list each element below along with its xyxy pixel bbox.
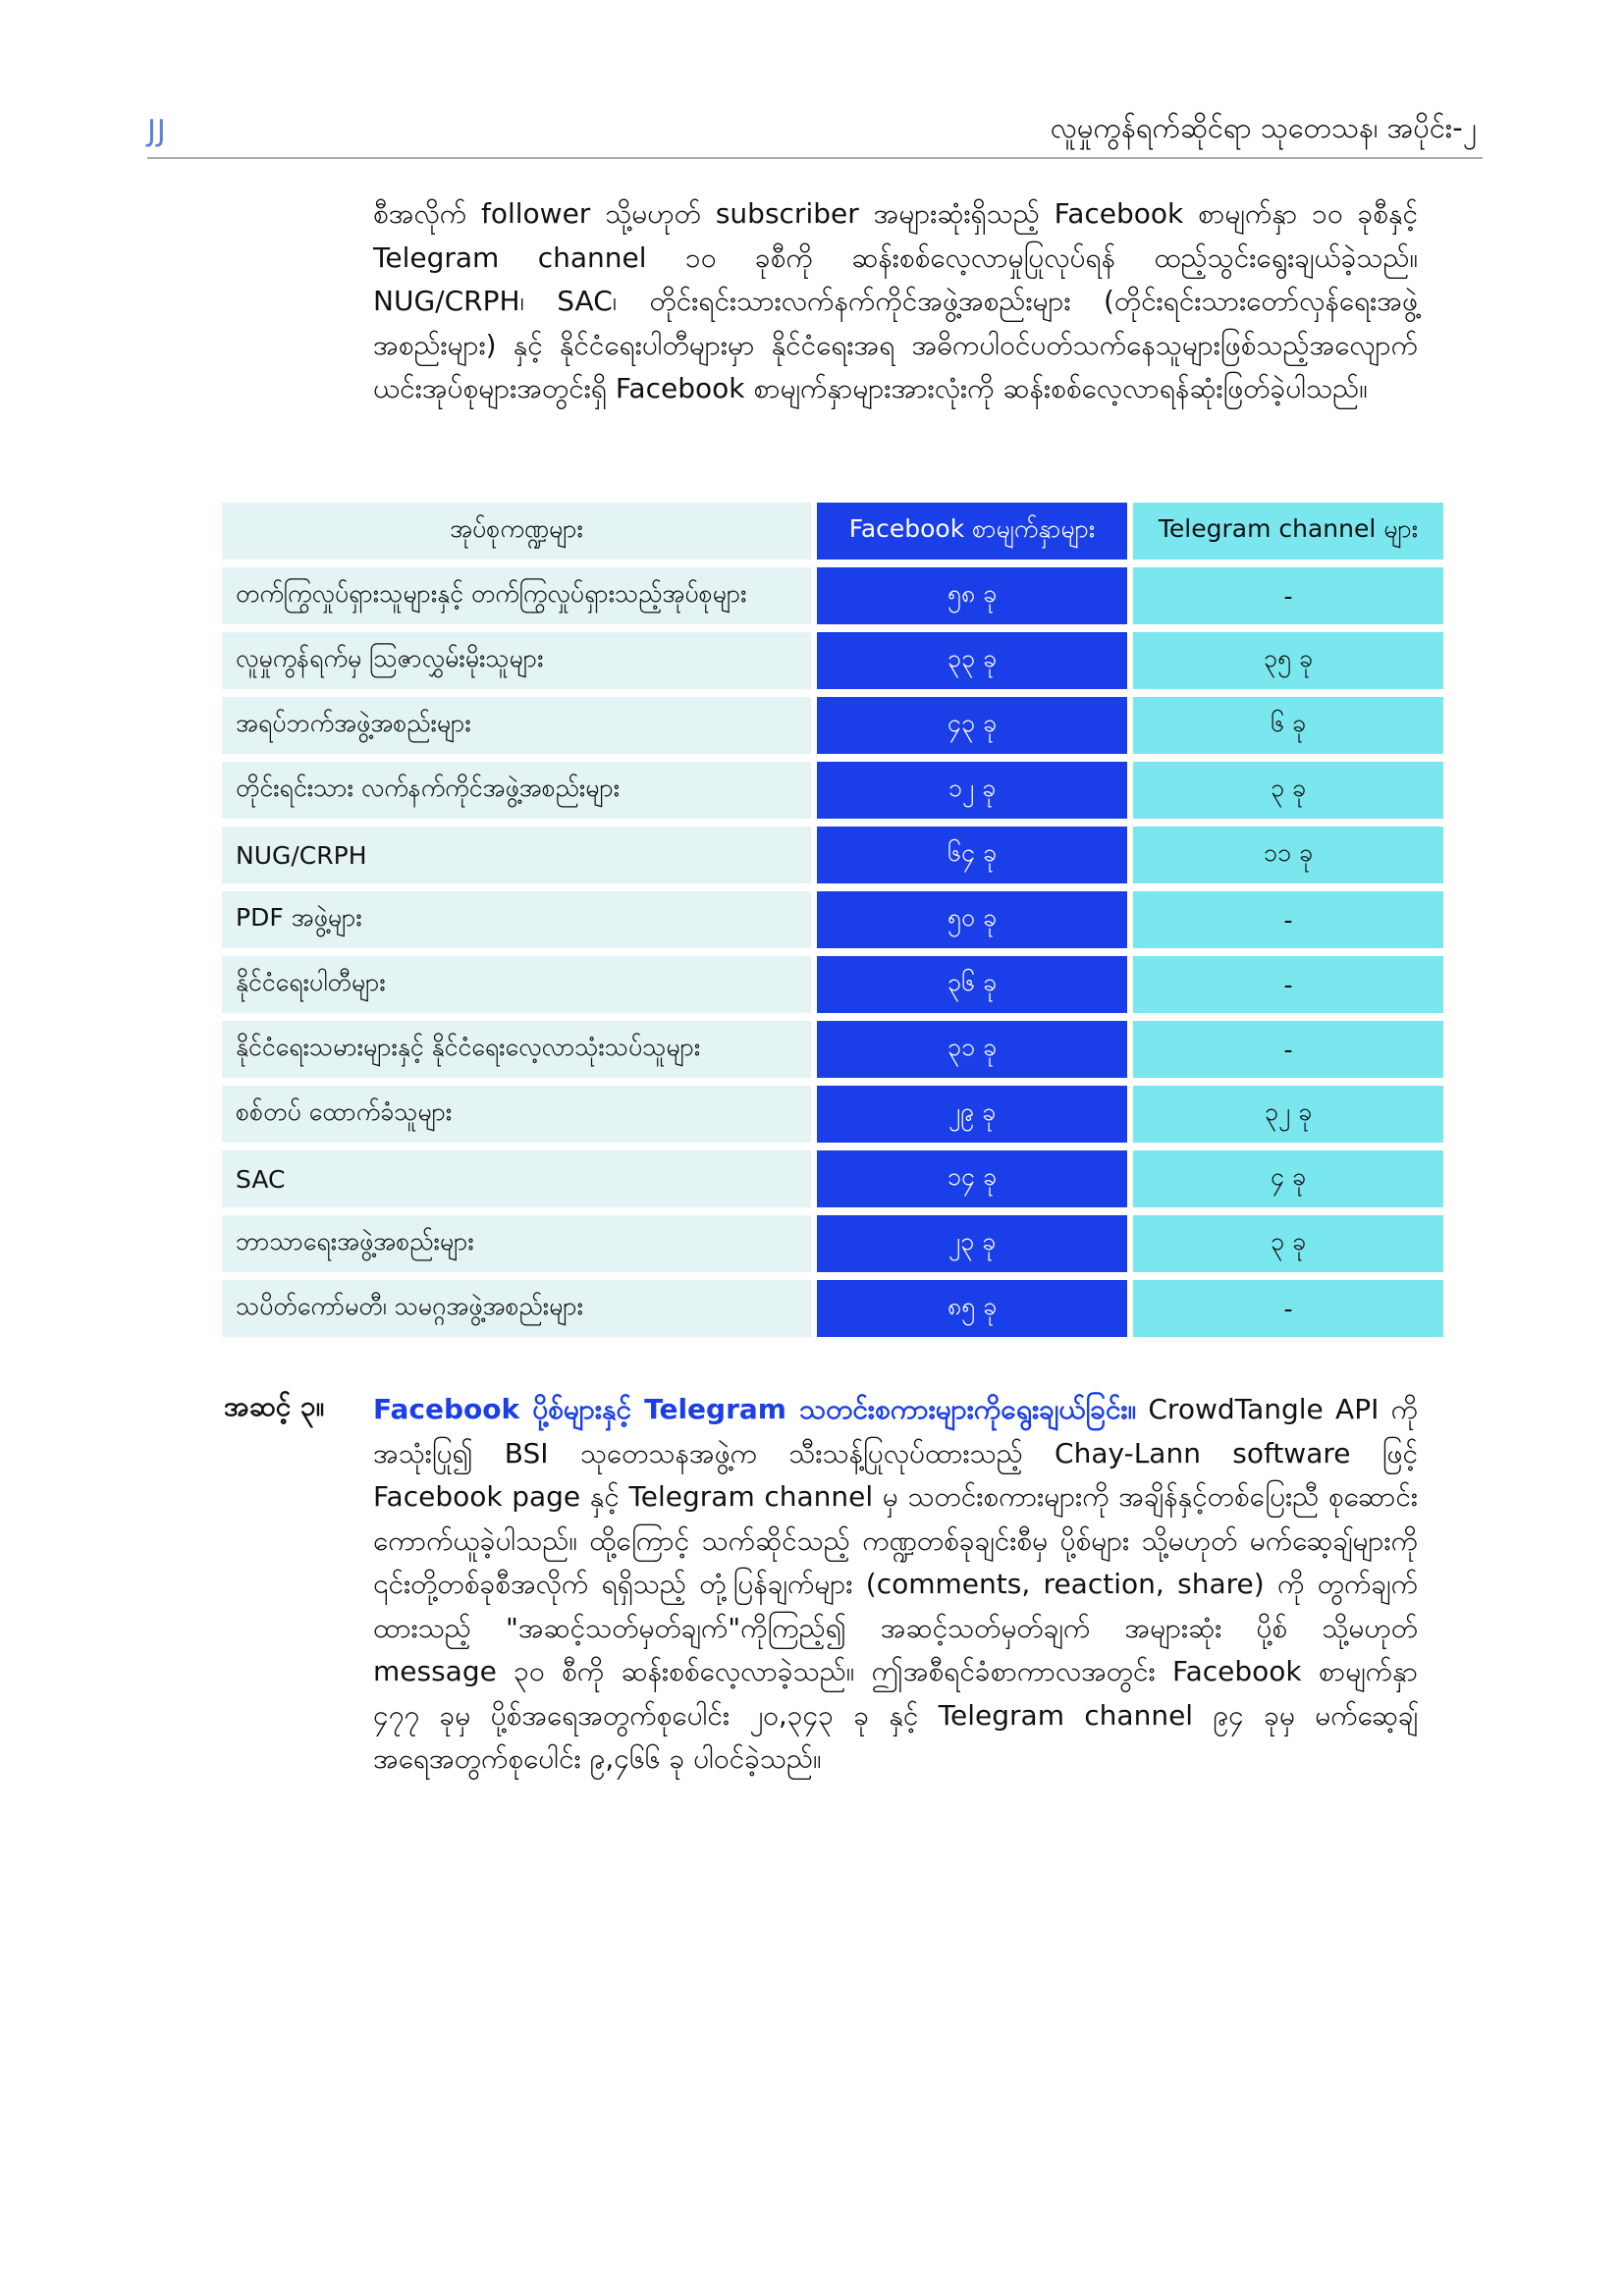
- table-row: [222, 1021, 1443, 1078]
- step-text: CrowdTangle API ကို အသုံးပြု၍ BSI သုတေသနအဖွဲ့က သီးသန့်ပြုလုပ်ထားသည့် Chay-Lann software ဖြင့် Facebook page နှင့် Telegram channel မှ သတင်းစကားများကို အချိန်နှင့်တစ်ပြေးညီ စုဆောင်းကောက်ယူခဲ့ပါသည်။ ထို့ကြောင့် သက်ဆိုင်သည့် ကဏ္ဍတစ်ခုချင်းစီမှ ပို့စ်များ သို့မဟုတ် မက်ဆေ့ချ်များကို ၎င်းတို့တစ်ခုစီအလိုက် ရရှိသည့် တုံ့ပြန်ချက်များ (comments, reaction, share) ကို တွက်ချက်ထားသည့် "အဆင့်သတ်မှတ်ချက်"ကိုကြည့်၍ အဆင့်သတ်မှတ်ချက် အများဆုံး ပို့စ် သို့မဟုတ် message ၃၀ စီကို ဆန်းစစ်လေ့လာခဲ့သည်။ ဤအစီရင်ခံစာကာလအတွင်း Facebook စာမျက်နှာ ၄၇၇ ခုမှ ပို့စ်အရေအတွက်စုပေါင်း ၂၀,၃၄၃ ခု နှင့် Telegram channel ၉၄ ခုမှ မက်ဆေ့ချ် အရေအတွက်စုပေါင်း ၉,၄၆၆ ခု ပါဝင်ခဲ့သည်။: [373, 1393, 1418, 1775]
- table-row: [222, 632, 1443, 689]
- table-row: [222, 1215, 1443, 1272]
- header-category: အုပ်စုကဏ္ဍများ: [222, 503, 811, 560]
- row-facebook-cell: ၄၃ ခု: [817, 697, 1127, 754]
- row-category-cell: တက်ကြွလှုပ်ရှားသူများနှင့် တက်ကြွလှုပ်ရှားသည့်အုပ်စုများ: [222, 567, 811, 624]
- table-row: [222, 1150, 1443, 1207]
- row-telegram-cell: ၃ ခု: [1133, 762, 1443, 819]
- table-body: [222, 567, 1443, 1337]
- row-facebook-cell: ၃၃ ခု: [817, 632, 1127, 689]
- table-row: [222, 827, 1443, 883]
- table-row: [222, 956, 1443, 1013]
- row-category-cell: နိုင်ငံရေးပါတီများ: [222, 956, 811, 1013]
- step-label: အဆင့် ၃။: [224, 1390, 325, 1422]
- row-telegram-cell: ၃၂ ခု: [1133, 1086, 1443, 1143]
- row-facebook-cell: ၂၃ ခု: [817, 1215, 1127, 1272]
- header-facebook: Facebook စာမျက်နှာများ: [817, 503, 1127, 560]
- row-category-cell: PDF အဖွဲ့များ: [222, 891, 811, 948]
- page-number: JJ: [147, 114, 167, 148]
- running-header: လူမှုကွန်ရက်ဆိုင်ရာ သုတေသန၊ အပိုင်း-၂: [1050, 111, 1477, 144]
- row-category-cell: စစ်တပ် ထောက်ခံသူများ: [222, 1086, 811, 1143]
- row-facebook-cell: ၃၆ ခု: [817, 956, 1127, 1013]
- table-row: [222, 762, 1443, 819]
- row-telegram-cell: -: [1133, 567, 1443, 624]
- row-category-cell: နိုင်ငံရေးသမားများနှင့် နိုင်ငံရေးလေ့လာသုံးသပ်သူများ: [222, 1021, 811, 1078]
- row-telegram-cell: ၁၁ ခု: [1133, 827, 1443, 883]
- table-row: [222, 1280, 1443, 1337]
- header-rule: [147, 157, 1483, 159]
- row-facebook-cell: ၅၀ ခု: [817, 891, 1127, 948]
- table-row: [222, 697, 1443, 754]
- step-title: Facebook ပို့စ်များနှင့် Telegram သတင်းစကားများကိုရွေးချယ်ခြင်း။: [373, 1393, 1137, 1425]
- row-category-cell: တိုင်းရင်းသား လက်နက်ကိုင်အဖွဲ့အစည်းများ: [222, 762, 811, 819]
- table-row: [222, 891, 1443, 948]
- row-telegram-cell: ၃ ခု: [1133, 1215, 1443, 1272]
- row-facebook-cell: ၅၈ ခု: [817, 567, 1127, 624]
- row-telegram-cell: -: [1133, 956, 1443, 1013]
- row-telegram-cell: -: [1133, 1280, 1443, 1337]
- intro-paragraph: စီအလိုက် follower သို့မဟုတ် subscriber အများဆုံးရှိသည့် Facebook စာမျက်နှာ ၁၀ ခုစီနှင့် Telegram channel ၁၀ ခုစီကို ဆန်းစစ်လေ့လာမှုပြုလုပ်ရန် ထည့်သွင်းရွေးချယ်ခဲ့သည်။ NUG/CRPH၊ SAC၊ တိုင်းရင်းသားလက်နက်ကိုင်အဖွဲ့အစည်းများ (တိုင်းရင်းသားတော်လှန်ရေးအဖွဲ့အစည်းများ) နှင့် နိုင်ငံရေးပါတီများမှာ နိုင်ငံရေးအရ အဓိကပါဝင်ပတ်သက်နေသူများဖြစ်သည့်အလျောက် ယင်းအုပ်စုများအတွင်းရှိ Facebook စာမျက်နှာများအားလုံးကို ဆန်းစစ်လေ့လာရန်ဆုံးဖြတ်ခဲ့ပါသည်။: [373, 197, 1418, 404]
- row-telegram-cell: ၃၅ ခု: [1133, 632, 1443, 689]
- row-telegram-cell: ၆ ခု: [1133, 697, 1443, 754]
- row-category-cell: သပိတ်ကော်မတီ၊ သမဂ္ဂအဖွဲ့အစည်းများ: [222, 1280, 811, 1337]
- row-facebook-cell: ၆၄ ခု: [817, 827, 1127, 883]
- row-category-cell: အရပ်ဘက်အဖွဲ့အစည်းများ: [222, 697, 811, 754]
- row-telegram-cell: -: [1133, 891, 1443, 948]
- row-facebook-cell: ၁၂ ခု: [817, 762, 1127, 819]
- row-facebook-cell: ၂၉ ခု: [817, 1086, 1127, 1143]
- row-telegram-cell: -: [1133, 1021, 1443, 1078]
- table-row: [222, 1086, 1443, 1143]
- row-category-cell: ဘာသာရေးအဖွဲ့အစည်းများ: [222, 1215, 811, 1272]
- row-facebook-cell: ၈၅ ခု: [817, 1280, 1127, 1337]
- header-telegram: Telegram channel များ: [1133, 503, 1443, 560]
- group-count-table: [216, 495, 1449, 1345]
- row-category-cell: NUG/CRPH: [222, 827, 811, 883]
- table-row: [222, 567, 1443, 624]
- row-category-cell: SAC: [222, 1150, 811, 1207]
- table-header-row: [222, 503, 1443, 560]
- row-facebook-cell: ၁၄ ခု: [817, 1150, 1127, 1207]
- step-paragraph: [373, 1388, 1418, 1782]
- row-telegram-cell: ၄ ခု: [1133, 1150, 1443, 1207]
- row-facebook-cell: ၃၁ ခု: [817, 1021, 1127, 1078]
- row-category-cell: လူမှုကွန်ရက်မှ ဩဇာလွှမ်းမိုးသူများ: [222, 632, 811, 689]
